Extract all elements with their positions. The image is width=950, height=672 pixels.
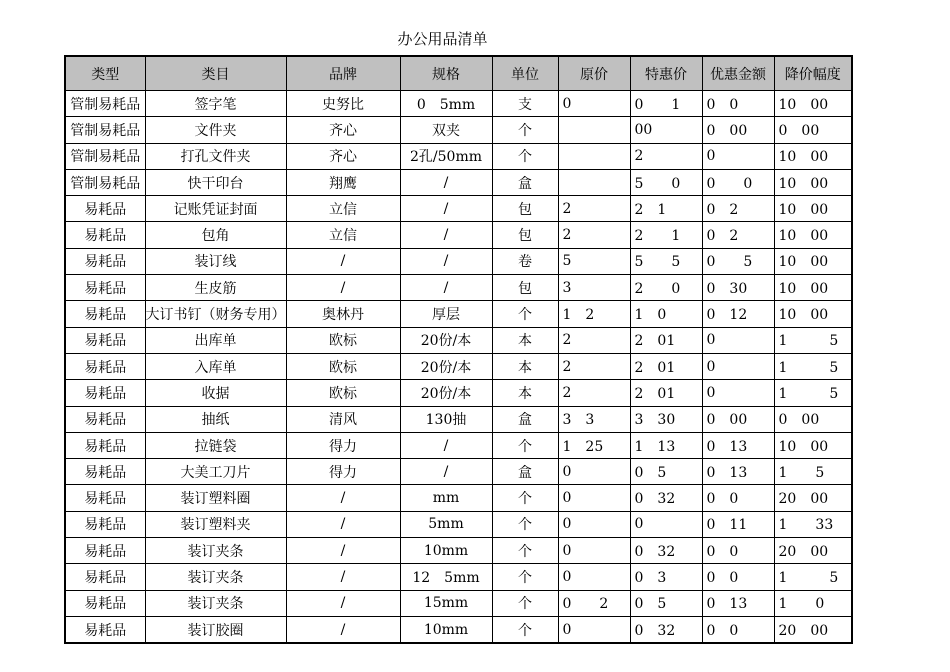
table-row: [65, 327, 852, 353]
table-row: [65, 511, 852, 537]
table-row: [65, 169, 852, 195]
cell-price-drop: 10 00: [774, 91, 852, 117]
cell-discount-amount: 0 0: [702, 538, 774, 564]
cell-brand: /: [286, 485, 400, 511]
header-brand: 品牌: [286, 56, 400, 91]
cell-special-price: 2 01: [630, 353, 702, 379]
table-row: [65, 380, 852, 406]
header-original-price: 原价: [558, 56, 630, 91]
cell-unit: 盒: [492, 169, 558, 195]
cell-special-price: 0 1: [630, 91, 702, 117]
cell-discount-amount: 0: [702, 353, 774, 379]
cell-discount-amount: 0 13: [702, 590, 774, 616]
table-row: [65, 538, 852, 564]
cell-original-price: 3: [558, 275, 630, 301]
cell-special-price: 00: [630, 117, 702, 143]
cell-special-price: 1 0: [630, 301, 702, 327]
cell-special-price: 2 0: [630, 275, 702, 301]
table-row: [65, 117, 852, 143]
header-price-drop: 降价幅度: [774, 56, 852, 91]
cell-type: 易耗品: [65, 590, 145, 616]
cell-original-price: 2: [558, 327, 630, 353]
cell-special-price: 0 3: [630, 564, 702, 590]
cell-price-drop: 10 00: [774, 169, 852, 195]
cell-original-price: [558, 117, 630, 143]
cell-discount-amount: 0 0: [702, 564, 774, 590]
cell-original-price: 0: [558, 538, 630, 564]
cell-type: 易耗品: [65, 485, 145, 511]
cell-brand: 立信: [286, 222, 400, 248]
cell-discount-amount: 0 00: [702, 117, 774, 143]
cell-discount-amount: 0 13: [702, 432, 774, 458]
cell-brand: /: [286, 248, 400, 274]
cell-price-drop: 0 00: [774, 117, 852, 143]
cell-original-price: 5: [558, 248, 630, 274]
cell-brand: 欧标: [286, 380, 400, 406]
header-row: [65, 56, 852, 91]
cell-category: 收据: [145, 380, 286, 406]
cell-unit: 个: [492, 432, 558, 458]
cell-type: 易耗品: [65, 327, 145, 353]
cell-spec: 5mm: [400, 511, 492, 537]
cell-category: 记账凭证封面: [145, 196, 286, 222]
cell-unit: 个: [492, 301, 558, 327]
cell-brand: 翔鹰: [286, 169, 400, 195]
cell-spec: /: [400, 459, 492, 485]
cell-unit: 个: [492, 143, 558, 169]
cell-price-drop: 20 00: [774, 538, 852, 564]
cell-brand: /: [286, 564, 400, 590]
cell-unit: 包: [492, 222, 558, 248]
cell-discount-amount: 0 0: [702, 485, 774, 511]
cell-type: 易耗品: [65, 196, 145, 222]
cell-type: 管制易耗品: [65, 91, 145, 117]
table-row: [65, 485, 852, 511]
cell-brand: 得力: [286, 459, 400, 485]
cell-spec: 10mm: [400, 538, 492, 564]
cell-type: 易耗品: [65, 222, 145, 248]
cell-special-price: 0 32: [630, 485, 702, 511]
cell-original-price: 2: [558, 222, 630, 248]
cell-discount-amount: 0 2: [702, 196, 774, 222]
cell-brand: /: [286, 616, 400, 643]
cell-spec: 10mm: [400, 616, 492, 643]
cell-spec: /: [400, 275, 492, 301]
cell-price-drop: 1 5: [774, 327, 852, 353]
cell-price-drop: 10 00: [774, 432, 852, 458]
cell-category: 大美工刀片: [145, 459, 286, 485]
cell-brand: /: [286, 511, 400, 537]
cell-type: 管制易耗品: [65, 117, 145, 143]
cell-discount-amount: 0 0: [702, 169, 774, 195]
cell-discount-amount: 0: [702, 327, 774, 353]
cell-original-price: [558, 169, 630, 195]
cell-brand: 欧标: [286, 327, 400, 353]
table-row: [65, 616, 852, 643]
cell-discount-amount: 0 12: [702, 301, 774, 327]
table-row: [65, 222, 852, 248]
cell-special-price: 2 1: [630, 222, 702, 248]
cell-type: 易耗品: [65, 432, 145, 458]
cell-brand: 清风: [286, 406, 400, 432]
cell-price-drop: 10 00: [774, 222, 852, 248]
cell-type: 易耗品: [65, 406, 145, 432]
cell-type: 易耗品: [65, 564, 145, 590]
cell-type: 易耗品: [65, 380, 145, 406]
cell-spec: /: [400, 169, 492, 195]
table-row: [65, 248, 852, 274]
cell-spec: 20份/本: [400, 380, 492, 406]
cell-brand: 齐心: [286, 117, 400, 143]
cell-brand: 齐心: [286, 143, 400, 169]
cell-brand: 得力: [286, 432, 400, 458]
cell-unit: 个: [492, 590, 558, 616]
cell-discount-amount: 0 13: [702, 459, 774, 485]
cell-unit: 本: [492, 327, 558, 353]
cell-special-price: 5 5: [630, 248, 702, 274]
cell-spec: 2孔/50mm: [400, 143, 492, 169]
table-row: [65, 91, 852, 117]
cell-original-price: 0: [558, 616, 630, 643]
cell-special-price: 0 32: [630, 616, 702, 643]
cell-unit: 盒: [492, 459, 558, 485]
cell-special-price: 0: [630, 511, 702, 537]
cell-brand: /: [286, 538, 400, 564]
cell-type: 易耗品: [65, 301, 145, 327]
header-special-price: 特惠价: [630, 56, 702, 91]
cell-original-price: 0 2: [558, 590, 630, 616]
cell-original-price: 0: [558, 511, 630, 537]
cell-type: 易耗品: [65, 353, 145, 379]
cell-type: 易耗品: [65, 538, 145, 564]
header-spec: 规格: [400, 56, 492, 91]
table-row: [65, 564, 852, 590]
cell-discount-amount: 0 5: [702, 248, 774, 274]
header-category: 类目: [145, 56, 286, 91]
table-row: [65, 432, 852, 458]
table-row: [65, 459, 852, 485]
cell-original-price: 0: [558, 564, 630, 590]
cell-spec: 厚层: [400, 301, 492, 327]
cell-original-price: 2: [558, 353, 630, 379]
table-row: [65, 196, 852, 222]
cell-type: 易耗品: [65, 248, 145, 274]
cell-discount-amount: 0 30: [702, 275, 774, 301]
cell-special-price: 1 13: [630, 432, 702, 458]
cell-category: 生皮筋: [145, 275, 286, 301]
cell-unit: 包: [492, 196, 558, 222]
cell-special-price: 2: [630, 143, 702, 169]
cell-discount-amount: 0 00: [702, 406, 774, 432]
cell-unit: 个: [492, 117, 558, 143]
table-row: [65, 590, 852, 616]
cell-spec: /: [400, 248, 492, 274]
cell-price-drop: 1 5: [774, 459, 852, 485]
table-row: [65, 143, 852, 169]
table-row: [65, 353, 852, 379]
cell-discount-amount: 0 11: [702, 511, 774, 537]
cell-brand: 欧标: [286, 353, 400, 379]
cell-category: 装订夹条: [145, 564, 286, 590]
header-discount-amount: 优惠金额: [702, 56, 774, 91]
cell-category: 签字笔: [145, 91, 286, 117]
cell-type: 易耗品: [65, 275, 145, 301]
cell-unit: 支: [492, 91, 558, 117]
cell-unit: 盒: [492, 406, 558, 432]
cell-special-price: 2 1: [630, 196, 702, 222]
cell-original-price: 0: [558, 459, 630, 485]
cell-category: 拉链袋: [145, 432, 286, 458]
cell-original-price: 3 3: [558, 406, 630, 432]
cell-spec: /: [400, 196, 492, 222]
cell-original-price: 1 2: [558, 301, 630, 327]
cell-unit: 本: [492, 380, 558, 406]
cell-category: 装订塑料圈: [145, 485, 286, 511]
cell-special-price: 0 5: [630, 590, 702, 616]
cell-unit: 包: [492, 275, 558, 301]
cell-category: 装订夹条: [145, 538, 286, 564]
cell-category: 大订书钉（财务专用）: [145, 301, 286, 327]
cell-special-price: 0 32: [630, 538, 702, 564]
cell-discount-amount: 0 2: [702, 222, 774, 248]
cell-category: 装订塑料夹: [145, 511, 286, 537]
cell-price-drop: 10 00: [774, 196, 852, 222]
cell-spec: 12 5mm: [400, 564, 492, 590]
cell-price-drop: 1 0: [774, 590, 852, 616]
cell-price-drop: 10 00: [774, 301, 852, 327]
document-title: 办公用品清单: [397, 30, 488, 48]
cell-unit: 个: [492, 538, 558, 564]
cell-category: 装订胶圈: [145, 616, 286, 643]
cell-original-price: 0: [558, 485, 630, 511]
cell-special-price: 2 01: [630, 327, 702, 353]
cell-brand: 史努比: [286, 91, 400, 117]
cell-price-drop: 10 00: [774, 248, 852, 274]
cell-original-price: 2: [558, 196, 630, 222]
cell-discount-amount: 0: [702, 380, 774, 406]
cell-category: 出库单: [145, 327, 286, 353]
cell-category: 入库单: [145, 353, 286, 379]
cell-category: 文件夹: [145, 117, 286, 143]
cell-brand: /: [286, 275, 400, 301]
cell-unit: 卷: [492, 248, 558, 274]
cell-type: 易耗品: [65, 511, 145, 537]
cell-special-price: 2 01: [630, 380, 702, 406]
cell-price-drop: 20 00: [774, 616, 852, 643]
cell-special-price: 5 0: [630, 169, 702, 195]
cell-category: 快干印台: [145, 169, 286, 195]
cell-unit: 个: [492, 511, 558, 537]
cell-category: 抽纸: [145, 406, 286, 432]
cell-special-price: 3 30: [630, 406, 702, 432]
cell-spec: mm: [400, 485, 492, 511]
cell-price-drop: 20 00: [774, 485, 852, 511]
cell-unit: 个: [492, 616, 558, 643]
table-row: [65, 275, 852, 301]
cell-discount-amount: 0 0: [702, 91, 774, 117]
cell-spec: 15mm: [400, 590, 492, 616]
cell-brand: 奥林丹: [286, 301, 400, 327]
cell-spec: 20份/本: [400, 353, 492, 379]
cell-category: 打孔文件夹: [145, 143, 286, 169]
cell-spec: /: [400, 222, 492, 248]
cell-brand: 立信: [286, 196, 400, 222]
cell-spec: /: [400, 432, 492, 458]
cell-category: 包角: [145, 222, 286, 248]
cell-original-price: 1 25: [558, 432, 630, 458]
cell-discount-amount: 0 0: [702, 616, 774, 643]
cell-spec: 130抽: [400, 406, 492, 432]
cell-brand: /: [286, 590, 400, 616]
cell-original-price: 2: [558, 380, 630, 406]
table-row: [65, 301, 852, 327]
cell-price-drop: 10 00: [774, 275, 852, 301]
cell-original-price: 0: [558, 91, 630, 117]
cell-category: 装订夹条: [145, 590, 286, 616]
table-row: [65, 406, 852, 432]
cell-special-price: 0 5: [630, 459, 702, 485]
cell-category: 装订线: [145, 248, 286, 274]
cell-spec: 双夹: [400, 117, 492, 143]
cell-price-drop: 1 5: [774, 564, 852, 590]
cell-price-drop: 1 5: [774, 380, 852, 406]
cell-type: 管制易耗品: [65, 143, 145, 169]
cell-type: 易耗品: [65, 459, 145, 485]
cell-price-drop: 1 33: [774, 511, 852, 537]
cell-unit: 个: [492, 564, 558, 590]
cell-price-drop: 0 00: [774, 406, 852, 432]
cell-original-price: [558, 143, 630, 169]
cell-spec: 20份/本: [400, 327, 492, 353]
cell-type: 易耗品: [65, 616, 145, 643]
cell-unit: 个: [492, 485, 558, 511]
cell-price-drop: 1 5: [774, 353, 852, 379]
cell-unit: 本: [492, 353, 558, 379]
header-unit: 单位: [492, 56, 558, 91]
cell-discount-amount: 0: [702, 143, 774, 169]
header-type: 类型: [65, 56, 145, 91]
cell-spec: 0 5mm: [400, 91, 492, 117]
cell-price-drop: 10 00: [774, 143, 852, 169]
supplies-table: [64, 55, 853, 644]
cell-type: 管制易耗品: [65, 169, 145, 195]
